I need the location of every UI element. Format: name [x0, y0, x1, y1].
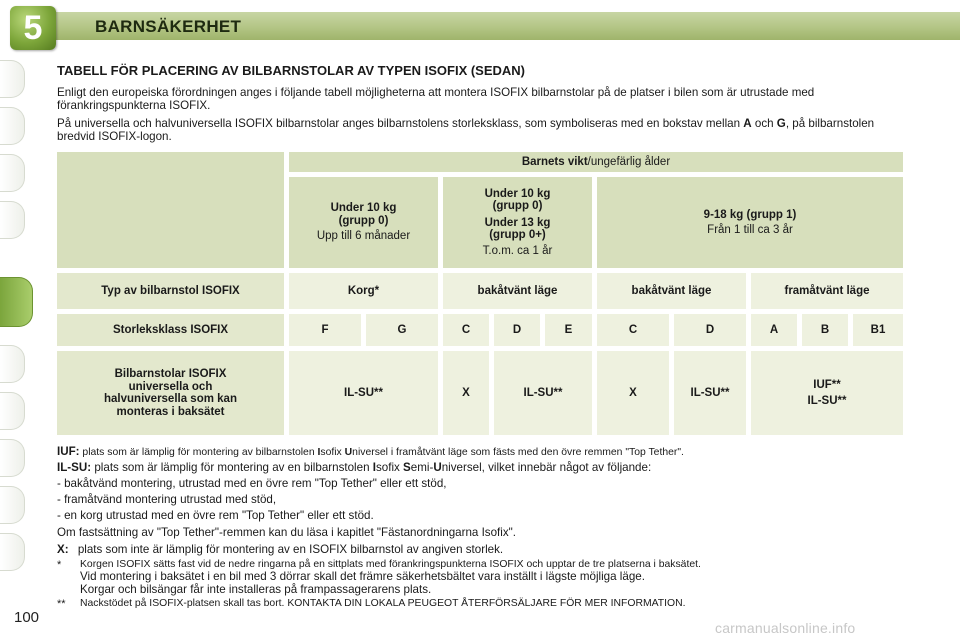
chapter-tab-active[interactable] [0, 277, 33, 327]
note-letter: U [433, 461, 442, 474]
size-cell: E [545, 314, 592, 346]
row-label-line: monteras i baksätet [116, 405, 225, 418]
intro-text: , på bilbarnstolen bredvid ISOFIX-logon. [57, 117, 875, 143]
watermark: carmanualsonline.info [715, 620, 856, 636]
row-label-line: Bilbarnstolar ISOFIX [114, 368, 227, 380]
note-text: plats som inte är lämplig för montering av en ISOFIX bilbarnstol av angiven storlek. [74, 543, 504, 556]
footnote-text: Vid montering i baksätet i en bil med 3 dörrar skall det främre säkerhetsbältet vara inställt i lägste möjliga läge. [80, 570, 645, 583]
chapter-tab[interactable] [0, 533, 25, 571]
group-name: (grupp 0) [492, 200, 543, 213]
size-cell: C [443, 314, 489, 346]
note-letter: I [372, 461, 376, 474]
chapter-number-badge: 5 [10, 6, 56, 50]
weight-header-label: Barnets vikt [521, 155, 588, 168]
bullet-item: - en korg utrustad med en övre rem "Top Tether" eller ett stöd. [57, 509, 374, 522]
type-cell: bakåtvänt läge [597, 273, 746, 309]
group-weight: Under 13 kg [484, 216, 551, 229]
intro-paragraph: Enligt den europeiska förordningen anges i följande tabell möjligheterna att montera ISOFIX bilbarnstolar på de platser i bilen som är utrustade med förankringspunkterna ISOFIX. [57, 86, 815, 112]
chapter-tab[interactable] [0, 392, 25, 430]
group-name: (grupp 0) [338, 214, 389, 227]
seat-cell [751, 351, 903, 435]
footnote-mark: ** [57, 598, 66, 610]
seat-cell: IL-SU** [494, 351, 592, 435]
note-text: plats som är lämplig för montering av bilbarnstolen [79, 447, 318, 458]
note-letter: U [344, 447, 353, 458]
row-label-line: universella och [128, 380, 213, 393]
note-text: emi- [410, 461, 434, 474]
size-cell: B1 [853, 314, 903, 346]
seat-value: IUF** [813, 379, 841, 391]
chapter-tab[interactable] [0, 107, 25, 145]
footnote-mark: * [57, 559, 62, 571]
size-cell: A [751, 314, 797, 346]
size-cell: D [674, 314, 746, 346]
note-fastening: Om fastsättning av "Top Tether"-remmen kan du läsa i kapitlet "Fästanordningarna Isofix". [57, 526, 516, 539]
note-iuf [57, 445, 684, 459]
chapter-tab[interactable] [0, 345, 25, 383]
group-weight: Under 10 kg [330, 202, 397, 215]
note-text: plats som är lämplig för montering av en bilbarnstolen [91, 461, 373, 474]
group-weight: 9-18 kg (grupp 1) [703, 208, 797, 221]
footnote-text: Korgen ISOFIX sätts fast vid de nedre ringarna på en sittplats med förankringspunkterna ISOFIX och upptar de tre platserna i baksätet. [80, 559, 701, 570]
group-cell-0plus [443, 177, 592, 268]
chapter-tabs [0, 55, 34, 615]
bullet-item: - framåtvänd montering utrustad med stöd, [57, 493, 277, 506]
intro-text: På universella och halvuniversella ISOFIX bilbarnstolar anges bilbarnstolens storleksklass, som symboliseras med en bokstav mellan [57, 117, 744, 130]
note-text: sofix [320, 447, 345, 458]
chapter-tab[interactable] [0, 201, 25, 239]
footnote-text: Korgar och bilsängar får inte installeras på frampassagerarens plats. [80, 583, 432, 596]
row-label-type: Typ av bilbarnstol ISOFIX [57, 273, 284, 309]
note-label: X: [57, 543, 69, 556]
footnote-text: Nackstödet på ISOFIX-platsen skall tas bort. KONTAKTA DIN LOKALA PEUGEOT ÅTERFÖRSÄLJARE FÖR MER INFORMATION. [80, 598, 686, 609]
row-label-line: halvuniversella som kan [104, 393, 237, 405]
intro-paragraph-size-class [57, 117, 905, 143]
size-cell: B [802, 314, 848, 346]
group-cell-1 [597, 177, 903, 268]
chapter-header [0, 0, 960, 46]
size-cell: G [366, 314, 438, 346]
seat-cell: X [597, 351, 669, 435]
group-age: Från 1 till ca 3 år [707, 224, 793, 236]
section-heading: TABELL FÖR PLACERING AV BILBARNSTOLAR AV TYPEN ISOFIX (SEDAN) [57, 63, 526, 78]
group-weight: Under 10 kg [484, 187, 551, 200]
seat-value: IL-SU** [807, 394, 847, 407]
size-letter: G [776, 117, 786, 130]
chapter-title: BARNSÄKERHET [95, 17, 242, 36]
type-cell: framåtvänt läge [751, 273, 903, 309]
type-cell: bakåtvänt läge [443, 273, 592, 309]
chapter-tab[interactable] [0, 60, 25, 98]
weight-header-sub: /ungefärlig ålder [587, 155, 671, 168]
group-age: T.o.m. ca 1 år [482, 244, 553, 257]
group-cell-0 [289, 177, 438, 268]
seat-cell: IL-SU** [674, 351, 746, 435]
bullet-item: - bakåtvänd montering, utrustad med en övre rem "Top Tether" eller ett stöd, [57, 477, 447, 490]
note-label: IL-SU: [57, 461, 92, 474]
page-number: 100 [14, 609, 40, 626]
note-letter: S [403, 461, 411, 474]
chapter-tab[interactable] [0, 154, 25, 192]
note-text: niversel i framåtvänt läge som fästs med den övre remmen "Top Tether". [352, 447, 684, 458]
seat-cell: X [443, 351, 489, 435]
group-age: Upp till 6 månader [316, 230, 411, 243]
note-label: IUF: [57, 445, 80, 458]
note-text: sofix [375, 461, 404, 474]
table-corner-cell [57, 152, 284, 268]
size-cell: F [289, 314, 361, 346]
intro-text: och [751, 117, 777, 130]
seat-cell: IL-SU** [289, 351, 438, 435]
size-letter: A [743, 117, 752, 130]
row-label-size: Storleksklass ISOFIX [57, 314, 284, 346]
note-ilsu [57, 461, 651, 474]
weight-header [289, 152, 903, 172]
group-name: (grupp 0+) [489, 229, 546, 242]
size-cell: D [494, 314, 540, 346]
note-x [57, 543, 503, 556]
chapter-tab[interactable] [0, 486, 25, 524]
type-cell: Korg* [289, 273, 438, 309]
note-letter: I [317, 447, 321, 458]
row-label-seats [57, 351, 284, 435]
chapter-tab[interactable] [0, 439, 25, 477]
note-text: niversel, vilket innebär något av följande: [441, 461, 652, 474]
size-cell: C [597, 314, 669, 346]
